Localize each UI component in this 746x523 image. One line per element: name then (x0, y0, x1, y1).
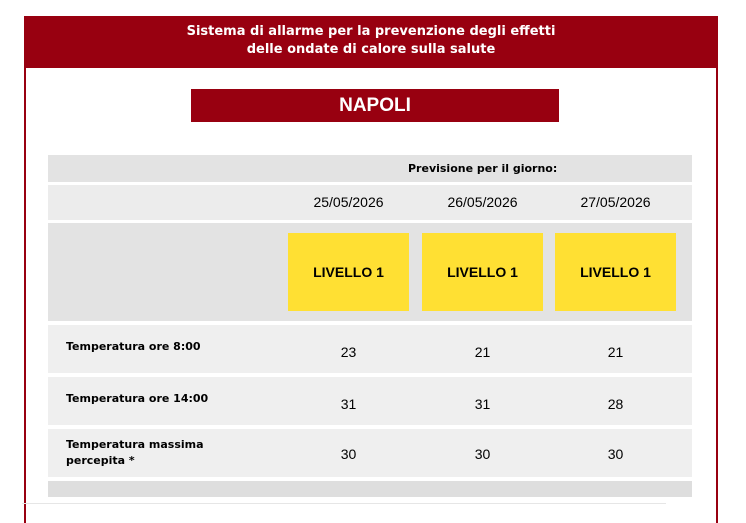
forecast-table (48, 155, 692, 497)
level-badge-day-3: LIVELLO 1 (555, 233, 676, 311)
temp-8-day-1: 23 (340, 344, 357, 360)
city-banner: NAPOLI (191, 89, 559, 122)
bulletin-header (26, 16, 716, 68)
row-label-temp-perceived: Temperatura massima percepita * (66, 438, 204, 467)
temp-perceived-day-1: 30 (340, 446, 357, 462)
temp-8-day-3: 21 (607, 344, 624, 360)
table-footer-row (48, 481, 692, 497)
level-badge-day-2: LIVELLO 1 (422, 233, 543, 311)
date-day-3: 27/05/2026 (580, 194, 651, 210)
temp-perceived-day-3: 30 (607, 446, 624, 462)
levels-row (48, 223, 692, 321)
temp-perceived-day-2: 30 (474, 446, 491, 462)
date-day-1: 25/05/2026 (313, 194, 384, 210)
forecast-header-row (48, 155, 692, 182)
bulletin-frame (24, 16, 718, 523)
date-day-2: 26/05/2026 (447, 194, 518, 210)
header-title-line-1: Sistema di allarme per la prevenzione degli effetti (186, 24, 556, 39)
temp-14-day-3: 28 (607, 396, 624, 412)
temp-14-day-2: 31 (474, 396, 491, 412)
table-row (48, 377, 692, 425)
row-label-temp-8: Temperatura ore 8:00 (66, 340, 201, 353)
table-row (48, 325, 692, 373)
header-title-line-2: delle ondate di calore sulla salute (246, 42, 496, 57)
table-row (48, 429, 692, 477)
temp-14-day-1: 31 (340, 396, 357, 412)
row-label-temp-14: Temperatura ore 14:00 (66, 392, 209, 405)
temp-8-day-2: 21 (474, 344, 491, 360)
dates-row (48, 185, 692, 220)
level-badge-day-1: LIVELLO 1 (288, 233, 409, 311)
divider (22, 503, 666, 504)
forecast-label: Previsione per il giorno: (408, 162, 558, 175)
